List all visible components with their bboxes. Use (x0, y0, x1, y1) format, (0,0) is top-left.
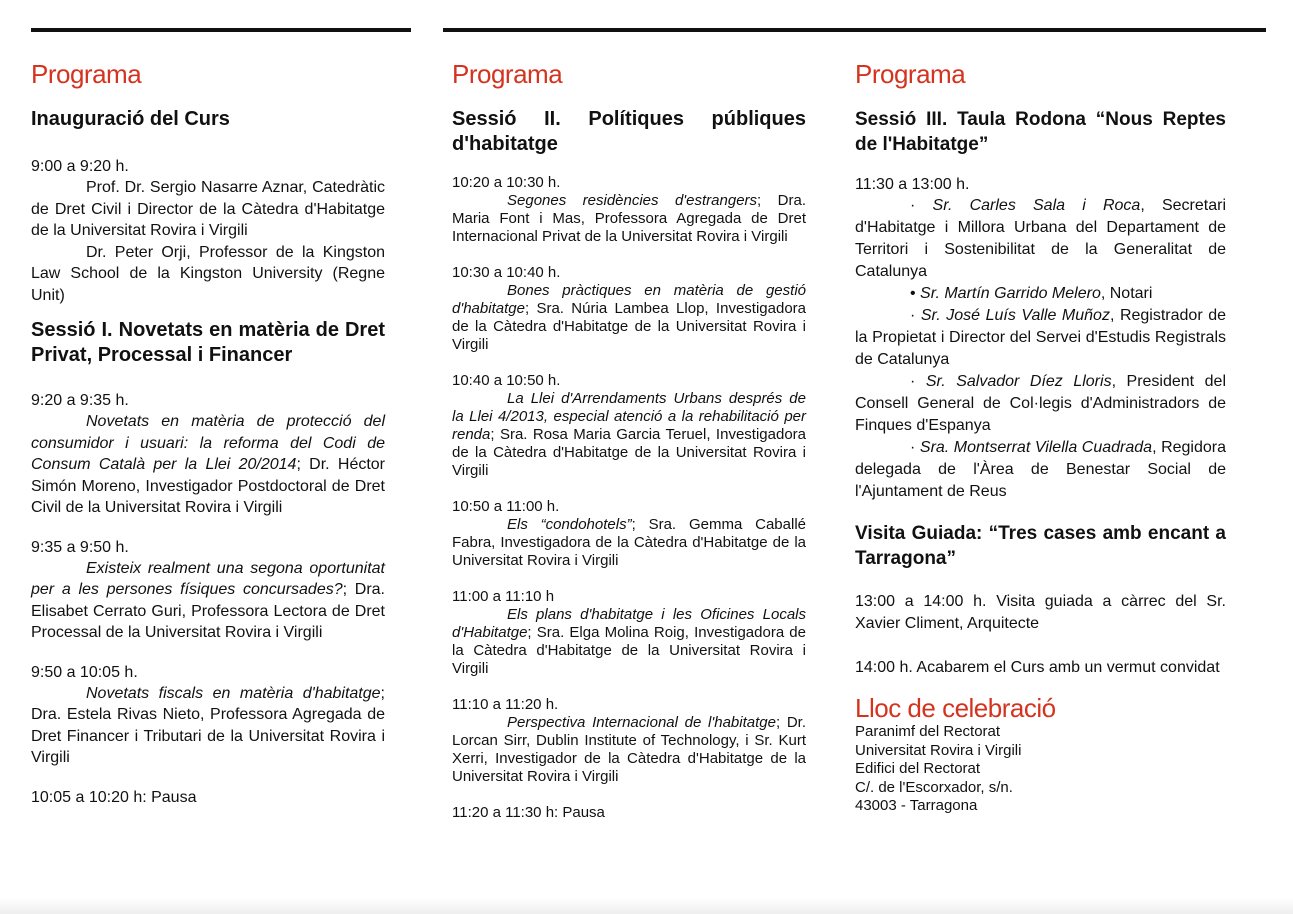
talk-title: Novetats fiscals en matèria d'habitatge (86, 684, 381, 702)
bottom-shadow (0, 898, 1293, 914)
panelist-role: , Secretari d'Habitatge i Millora Urbana del Departament de Territori i Sostenibilitat de la Generalitat de Catalunya (855, 197, 1226, 280)
time-slot: 11:00 a 11:10 h (452, 588, 555, 605)
time-slot: 10:30 a 10:40 h. (452, 264, 561, 281)
panelist-role: , President del Consell General de Col·legis d'Administradors de Finques d'Espanya (855, 373, 1226, 434)
time-slot: 9:50 a 10:05 h. (31, 663, 138, 681)
time-slot: 9:35 a 9:50 h. (31, 538, 129, 556)
panelist-entry (855, 283, 1226, 305)
pause-slot: 10:05 a 10:20 h: Pausa (31, 788, 197, 806)
time-slot: 11:10 a 11:20 h. (452, 696, 559, 713)
talk-speaker: ; Sra. Núria Lambea Llop, Investigadora de la Càtedra d'Habitatge de la Universitat Rovira i Virgili (452, 300, 806, 353)
talk-title: Existeix realment una segona oportunitat per a les persones físiques concursades? (31, 559, 385, 598)
venue-line: Paranimf del Rectorat (855, 723, 1001, 740)
panelist-role: , Notari (1100, 285, 1153, 302)
pause-slot: 11:20 a 11:30 h: Pausa (452, 804, 605, 821)
talk-speaker: ; Dra. Estela Rivas Nieto, Professora Agregada de Dret Financer i Tributari de la Universitat Rovira i Virgili (31, 684, 385, 766)
venue-line: 43003 - Tarragona (855, 797, 978, 814)
bullet-icon: · (910, 373, 926, 390)
talk-title: Els plans d'habitatge i les Oficines Locals d'Habitatge (452, 606, 806, 641)
bullet-icon: • (910, 285, 921, 302)
venue-line: Universitat Rovira i Virgili (855, 741, 1022, 759)
time-slot: 10:20 a 10:30 h. (452, 174, 561, 191)
session-2-heading: Sessió II. Polítiques públiques d'habitatge (452, 108, 806, 155)
panelist-entry (855, 437, 1226, 503)
talk-entry (31, 411, 385, 519)
program-column-2 (452, 58, 806, 822)
visit-entry: 13:00 a 14:00 h. Visita guiada a càrrec del Sr. Xavier Climent, Arquitecte (855, 593, 1226, 632)
panelist-name: Sra. Montserrat Vilella Cuadrada (919, 439, 1153, 456)
top-rule-left (31, 28, 411, 32)
talk-title: La Llei d'Arrendaments Urbans després de la Llei 4/2013, especial atenció a la rehabilitació per renda (452, 390, 806, 443)
time-slot: 10:40 a 10:50 h. (452, 372, 561, 389)
time-slot: 9:00 a 9:20 h. (31, 158, 129, 175)
time-slot: 9:20 a 9:35 h. (31, 392, 129, 409)
panelist-name: Sr. Martín Garrido Melero (920, 285, 1101, 302)
panelist-name: Sr. José Luís Valle Muñoz (920, 307, 1110, 324)
panelist-role: , Regidora delegada de l'Àrea de Benestar Social de l'Ajuntament de Reus (855, 439, 1226, 500)
talk-speaker: ; Sra. Rosa Maria Garcia Teruel, Investigadora de la Càtedra d'Habitatge de la Universitat Rovira i Virgili (452, 426, 806, 479)
talk-entry (452, 192, 806, 246)
panelist-name: Sr. Carles Sala i Roca (932, 197, 1141, 214)
panelist-name: Sr. Salvador Díez Lloris (925, 373, 1112, 390)
talk-entry (452, 606, 806, 678)
panelist-entry (855, 371, 1226, 437)
talk-speaker: ; Dr. Lorcan Sirr, Dublin Institute of Technology, i Sr. Kurt Xerri, Investigador de la Càtedra d'Habitatge de la Universitat Rovira i Virgili (452, 714, 806, 785)
talk-entry (452, 282, 806, 354)
column-title: Programa (855, 59, 966, 89)
talk-speaker: ; Sra. Gemma Caballé Fabra, Investigadora de la Càtedra d'Habitatge de la Universitat Rovira i Virgili (452, 516, 806, 569)
speaker-entry: Dr. Peter Orji, Professor de la Kingston Law School de la Kingston University (Regne Unit) (31, 243, 385, 304)
program-column-3 (855, 58, 1226, 816)
talk-speaker: ; Dra. Elisabet Cerrato Guri, Professora Lectora de Dret Processal de la Universitat Rovira i Virgili (31, 581, 385, 641)
talk-speaker: ; Dr. Héctor Simón Moreno, Investigador Postdoctoral de Dret Civil de la Universitat Rovira i Virgili (31, 456, 386, 516)
time-slot: 10:50 a 11:00 h. (452, 498, 560, 515)
speaker-entry: Prof. Dr. Sergio Nasarre Aznar, Catedràtic de Dret Civil i Director de la Càtedra d'Habitatge de la Universitat Rovira i Virgili (31, 179, 385, 239)
time-slot: 11:30 a 13:00 h. (855, 176, 970, 193)
session-3-heading: Sessió III. Taula Rodona “Nous Reptes de l'Habitatge” (855, 109, 1226, 155)
column-title: Programa (31, 59, 142, 89)
talk-entry (31, 683, 385, 769)
talk-speaker: ; Sra. Elga Molina Roig, Investigadora de la Càtedra d'Habitatge de la Universitat Rovira i Virgili (452, 624, 806, 677)
venue-title: Lloc de celebració (855, 693, 1056, 723)
talk-title: Bones pràctiques en matèria de gestió d'habitatge (452, 282, 806, 317)
closing-entry: 14:00 h. Acabarem el Curs amb un vermut convidat (855, 659, 1220, 676)
talk-title: Novetats en matèria de protecció del consumidor i usuari: la reforma del Codi de Consum Català per la Llei 20/2014 (31, 413, 385, 473)
visit-heading: Visita Guiada: “Tres cases amb encant a Tarragona” (855, 523, 1226, 569)
venue-line: C/. de l'Escorxador, s/n. (855, 778, 1013, 796)
talk-title: Perspectiva Internacional de l'habitatge (507, 714, 776, 731)
talk-entry (452, 390, 806, 480)
panelist-role: , Registrador de la Propietat i Director del Servei d'Estudis Registrals de Catalunya (855, 307, 1226, 368)
bullet-icon: · (910, 197, 933, 214)
venue-line: Edifici del Rectorat (855, 760, 981, 777)
talk-entry (31, 558, 385, 644)
panelist-entry (855, 305, 1226, 371)
talk-entry (452, 714, 806, 786)
bullet-icon: · (910, 439, 920, 456)
top-rule-right (443, 28, 1266, 32)
talk-speaker: ; Dra. Maria Font i Mas, Professora Agregada de Dret Internacional Privat de la Universitat Rovira i Virgili (452, 192, 806, 245)
talk-title: Els “condohotels” (507, 516, 632, 533)
inauguration-heading: Inauguració del Curs (31, 108, 230, 130)
talk-title: Segones residències d'estrangers (507, 192, 758, 209)
program-column-1 (31, 58, 385, 808)
talk-entry (452, 516, 806, 570)
bullet-icon: · (910, 307, 921, 324)
panelist-entry (855, 195, 1226, 283)
session-1-heading: Sessió I. Novetats en matèria de Dret Privat, Processal i Financer (31, 319, 385, 366)
column-title: Programa (452, 59, 563, 89)
